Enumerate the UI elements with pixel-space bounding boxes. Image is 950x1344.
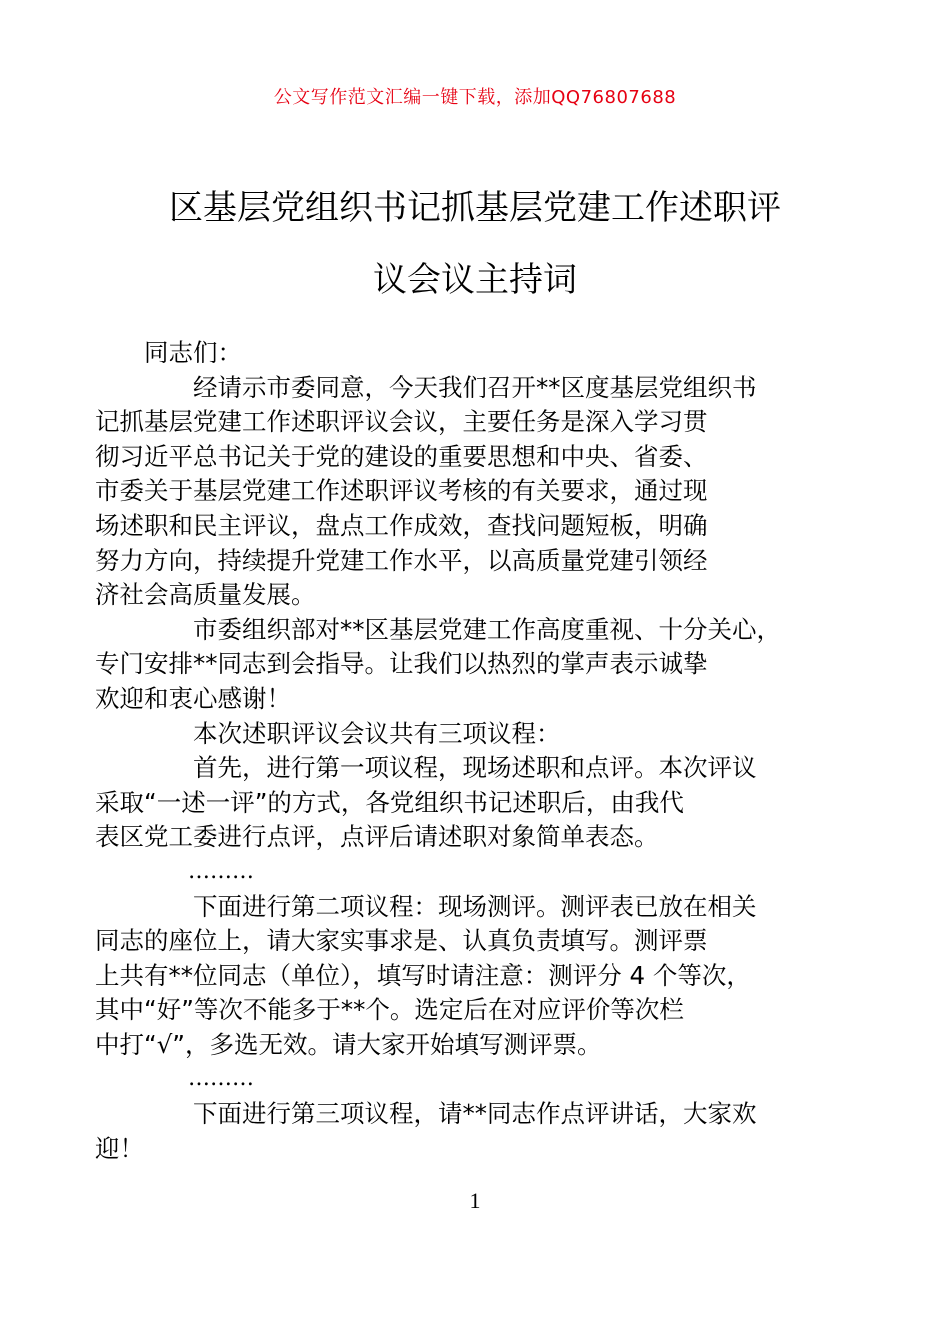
paragraph-agenda-2 [95,890,814,1063]
paragraph-agenda-intro [144,717,814,752]
salutation: 同志们： [144,338,242,367]
text-line: 市委组织部对**区基层党建工作高度重视、十分关心， [193,614,781,644]
paragraph-agenda-3 [95,1097,814,1166]
text-line: 迎！ [95,1133,144,1163]
text-line: 欢迎和衷心感谢！ [95,683,291,713]
ellipsis-2: ……… [188,1066,254,1092]
text-line: 同志的座位上，请大家实事求是、认真负责填写。测评票 [95,926,708,956]
text-line: 其中“好”等次不能多于**个。选定后在对应评价等次栏 [95,995,684,1025]
text-line: 济社会高质量发展。 [95,580,316,610]
text-line: 记抓基层党建工作述职评议会议，主要任务是深入学习贯 [95,407,708,437]
text-line: 本次述职评议会议共有三项议程： [193,718,561,748]
text-line: 上共有**位同志（单位），填写时请注意：测评分 4 个等次， [95,960,751,990]
text-line: 场述职和民主评议，盘点工作成效，查找问题短板，明确 [95,510,708,540]
ellipsis-1: ……… [188,858,254,884]
text-line: 市委关于基层党建工作述职评议考核的有关要求，通过现 [95,476,708,506]
paragraph-agenda-1 [95,751,814,855]
header-banner: 公文写作范文汇编一键下载，添加QQ76807688 [273,87,677,108]
text-line: 努力方向，持续提升党建工作水平，以高质量党建引领经 [95,545,708,575]
text-line: 下面进行第二项议程：现场测评。测评表已放在相关 [193,891,757,921]
page-number: 1 [469,1188,481,1213]
text-line: 专门安排**同志到会指导。让我们以热烈的掌声表示诚挚 [95,649,708,679]
title-line-1: 区基层党组织书记抓基层党建工作述职评 [169,188,781,228]
text-line: 彻习近平总书记关于党的建设的重要思想和中央、省委、 [95,441,708,471]
text-line: 经请示市委同意，今天我们召开**区度基层党组织书 [193,372,757,402]
text-line: 表区党工委进行点评，点评后请述职对象简单表态。 [95,822,659,852]
text-line: 首先，进行第一项议程，现场述职和点评。本次评议 [193,753,757,783]
paragraph-opening [95,371,814,613]
text-line: 中打“√”，多选无效。请大家开始填写测评票。 [95,1029,602,1059]
text-line: 下面进行第三项议程，请**同志作点评讲话，大家欢 [193,1099,757,1129]
document-title [140,172,810,316]
paragraph-welcome [95,613,814,717]
document-body [95,336,814,1166]
title-line-2: 议会议主持词 [373,260,577,300]
text-line: 采取“一述一评”的方式，各党组织书记述职后，由我代 [95,787,684,817]
